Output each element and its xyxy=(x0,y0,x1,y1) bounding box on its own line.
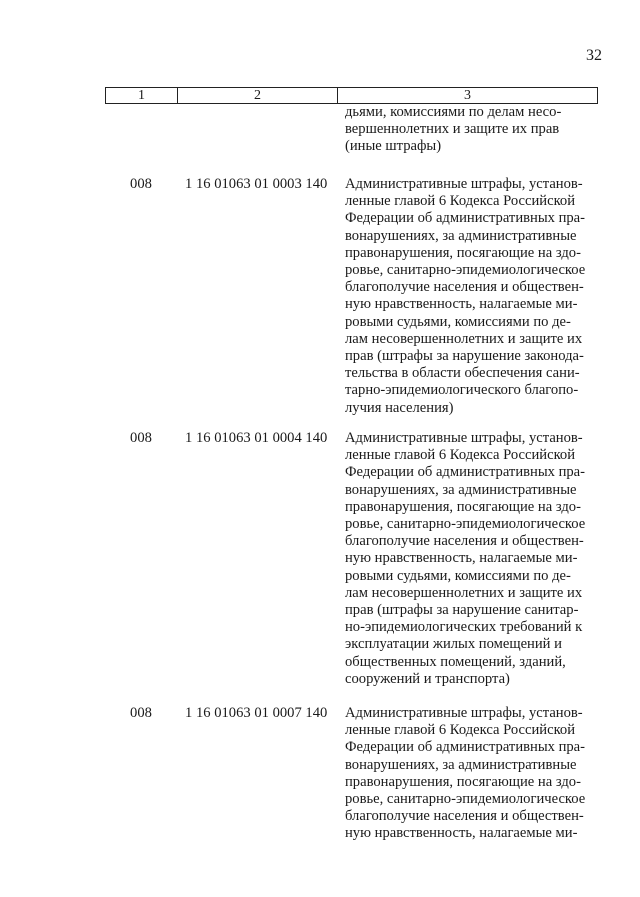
page-number: 32 xyxy=(586,47,602,64)
admin-code: 008 xyxy=(130,176,152,192)
continuation-description: дьями, комиссиями по делам несо- вершеннолетних и защите их прав (иные штрафы) xyxy=(345,104,562,155)
admin-code: 008 xyxy=(130,430,152,446)
admin-code: 008 xyxy=(130,705,152,721)
table-header xyxy=(105,87,598,104)
kbk-code: 1 16 01063 01 0007 140 xyxy=(185,705,328,721)
kbk-code: 1 16 01063 01 0004 140 xyxy=(185,430,328,446)
column-header-1: 1 xyxy=(106,88,178,103)
row-description: Административные штрафы, установ- ленные главой 6 Кодекса Российской Федерации об административных пра- вонарушениях, за административные правонарушения, посягающие на здо- ровье, санитарно-эпидемиологическое благополучие населения и обществен- ную нравственность, налагаемые ми- ровыми судьями, комиссиями по де- лам несовершеннолетних и защите их прав (штрафы за нарушение законода- тельства в области обеспечения сани- тарно-эпидемиологического благопо- лучия населения) xyxy=(345,176,586,416)
column-header-3: 3 xyxy=(464,88,471,103)
kbk-code: 1 16 01063 01 0003 140 xyxy=(185,176,328,192)
column-header-2: 2 xyxy=(178,88,338,103)
row-description: Административные штрафы, установ- ленные главой 6 Кодекса Российской Федерации об административных пра- вонарушениях, за административные правонарушения, посягающие на здо- ровье, санитарно-эпидемиологическое благополучие населения и обществен- ную нравственность, налагаемые ми- xyxy=(345,705,586,842)
row-description: Административные штрафы, установ- ленные главой 6 Кодекса Российской Федерации об административных пра- вонарушениях, за административные правонарушения, посягающие на здо- ровье, санитарно-эпидемиологическое благополучие населения и обществен- ную нравственность, налагаемые ми- ровыми судьями, комиссиями по де- лам несовершеннолетних и защите их прав (штрафы за нарушение санитар- но-эпидемиологических требований к эксплуатации жилых помещений и общественных помещений, зданий, сооружений и транспорта) xyxy=(345,430,586,687)
